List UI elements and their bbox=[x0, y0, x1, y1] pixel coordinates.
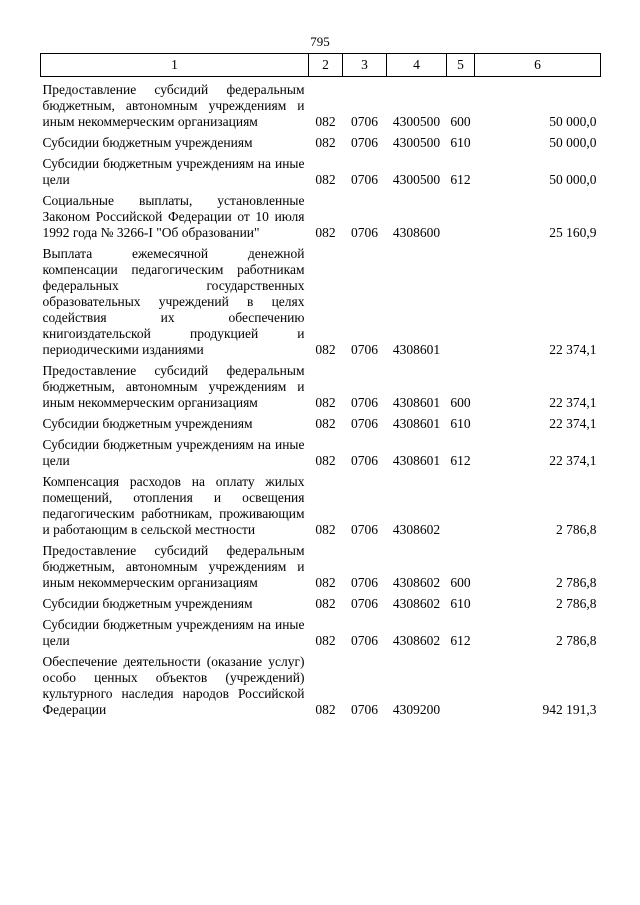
row-target-code: 4300500 bbox=[392, 135, 441, 150]
row-ministry-code: 082 bbox=[315, 633, 336, 648]
table-row bbox=[41, 437, 601, 469]
row-section-code: 0706 bbox=[351, 342, 378, 357]
table-body bbox=[41, 77, 601, 719]
column-header-3: 3 bbox=[343, 54, 387, 77]
row-expense-type bbox=[447, 246, 475, 358]
row-expense-type: 612 bbox=[450, 172, 471, 187]
table-row bbox=[41, 363, 601, 411]
row-target-code: 4308601 bbox=[392, 453, 441, 468]
row-ministry-code: 082 bbox=[315, 416, 336, 431]
page-number: 795 bbox=[310, 34, 330, 49]
table-row bbox=[41, 135, 601, 151]
row-section-code: 0706 bbox=[351, 395, 378, 410]
row-ministry-code: 082 bbox=[315, 225, 336, 240]
table-row bbox=[41, 82, 601, 130]
table-row bbox=[41, 654, 601, 718]
row-section-code: 0706 bbox=[351, 522, 378, 537]
row-target-code: 4308602 bbox=[392, 633, 441, 648]
table-row bbox=[41, 617, 601, 649]
row-section-code: 0706 bbox=[351, 225, 378, 240]
row-name: Социальные выплаты, установленные Законом Российской Федерации от 10 июля 1992 года № 3266-I "Об образовании" bbox=[42, 193, 305, 240]
row-target-code: 4308602 bbox=[392, 596, 441, 611]
row-section-code: 0706 bbox=[351, 453, 378, 468]
row-section-code: 0706 bbox=[351, 596, 378, 611]
column-header-1: 1 bbox=[41, 54, 309, 77]
row-name: Субсидии бюджетным учреждениям bbox=[42, 135, 253, 150]
row-expense-type: 610 bbox=[450, 416, 471, 431]
row-name: Предоставление субсидий федеральным бюджетным, автономным учреждениям и иным некоммерческим организациям bbox=[42, 82, 305, 129]
row-ministry-code: 082 bbox=[315, 575, 336, 590]
row-amount: 2 786,8 bbox=[556, 575, 597, 590]
table-row bbox=[41, 156, 601, 188]
row-name: Субсидии бюджетным учреждениям bbox=[42, 596, 253, 611]
row-name: Субсидии бюджетным учреждениям на иные цели bbox=[42, 617, 305, 648]
row-section-code: 0706 bbox=[351, 416, 378, 431]
row-ministry-code: 082 bbox=[315, 135, 336, 150]
row-section-code: 0706 bbox=[351, 135, 378, 150]
budget-table bbox=[40, 53, 601, 718]
row-ministry-code: 082 bbox=[315, 342, 336, 357]
row-section-code: 0706 bbox=[351, 702, 378, 717]
row-section-code: 0706 bbox=[351, 172, 378, 187]
row-amount: 2 786,8 bbox=[556, 633, 597, 648]
row-target-code: 4308602 bbox=[392, 522, 441, 537]
table-row bbox=[41, 246, 601, 358]
row-ministry-code: 082 bbox=[315, 596, 336, 611]
row-section-code: 0706 bbox=[351, 114, 378, 129]
row-ministry-code: 082 bbox=[315, 522, 336, 537]
table-row bbox=[41, 474, 601, 538]
row-section-code: 0706 bbox=[351, 633, 378, 648]
row-section-code: 0706 bbox=[351, 575, 378, 590]
row-amount: 2 786,8 bbox=[556, 522, 597, 537]
row-target-code: 4308601 bbox=[392, 342, 441, 357]
column-header-6: 6 bbox=[475, 54, 601, 77]
row-amount: 50 000,0 bbox=[549, 135, 597, 150]
row-ministry-code: 082 bbox=[315, 702, 336, 717]
row-amount: 50 000,0 bbox=[549, 172, 597, 187]
table-row bbox=[41, 596, 601, 612]
row-name: Выплата ежемесячной денежной компенсации педагогическим работникам федеральных государственных образовательных учреждений в целях содействия их обеспечению книгоиздательской продукцией и периодическими изданиями bbox=[42, 246, 305, 357]
row-name: Предоставление субсидий федеральным бюджетным, автономным учреждениям и иным некоммерческим организациям bbox=[42, 363, 305, 410]
row-name: Компенсация расходов на оплату жилых помещений, отопления и освещения педагогическим работникам, проживающим и работающим в сельской местности bbox=[42, 474, 305, 537]
row-amount: 22 374,1 bbox=[549, 416, 597, 431]
row-amount: 942 191,3 bbox=[542, 702, 597, 717]
row-expense-type: 600 bbox=[450, 114, 471, 129]
row-expense-type: 610 bbox=[450, 596, 471, 611]
row-ministry-code: 082 bbox=[315, 453, 336, 468]
row-name: Субсидии бюджетным учреждениям на иные цели bbox=[42, 156, 305, 187]
row-expense-type: 610 bbox=[450, 135, 471, 150]
row-target-code: 4300500 bbox=[392, 172, 441, 187]
row-expense-type: 612 bbox=[450, 453, 471, 468]
row-name: Субсидии бюджетным учреждениям bbox=[42, 416, 253, 431]
row-ministry-code: 082 bbox=[315, 395, 336, 410]
row-name: Предоставление субсидий федеральным бюджетным, автономным учреждениям и иным некоммерческим организациям bbox=[42, 543, 305, 590]
table-header-row bbox=[41, 54, 601, 77]
table-row bbox=[41, 543, 601, 591]
row-amount: 2 786,8 bbox=[556, 596, 597, 611]
row-target-code: 4308602 bbox=[392, 575, 441, 590]
row-expense-type bbox=[447, 193, 475, 241]
row-amount: 25 160,9 bbox=[549, 225, 597, 240]
row-name: Субсидии бюджетным учреждениям на иные цели bbox=[42, 437, 305, 468]
column-header-4: 4 bbox=[387, 54, 447, 77]
row-amount: 22 374,1 bbox=[549, 395, 597, 410]
row-expense-type bbox=[447, 474, 475, 538]
row-expense-type bbox=[447, 654, 475, 718]
row-expense-type: 612 bbox=[450, 633, 471, 648]
row-name: Обеспечение деятельности (оказание услуг) особо ценных объектов (учреждений) культурного наследия народов Российской Федерации bbox=[42, 654, 305, 717]
row-expense-type: 600 bbox=[450, 395, 471, 410]
column-header-2: 2 bbox=[309, 54, 343, 77]
table-row bbox=[41, 416, 601, 432]
row-target-code: 4309200 bbox=[392, 702, 441, 717]
row-ministry-code: 082 bbox=[315, 114, 336, 129]
table-row bbox=[41, 193, 601, 241]
row-target-code: 4308601 bbox=[392, 416, 441, 431]
row-amount: 50 000,0 bbox=[549, 114, 597, 129]
row-target-code: 4300500 bbox=[392, 114, 441, 129]
row-target-code: 4308600 bbox=[392, 225, 441, 240]
row-amount: 22 374,1 bbox=[549, 342, 597, 357]
row-ministry-code: 082 bbox=[315, 172, 336, 187]
row-target-code: 4308601 bbox=[392, 395, 441, 410]
row-expense-type: 600 bbox=[450, 575, 471, 590]
row-amount: 22 374,1 bbox=[549, 453, 597, 468]
column-header-5: 5 bbox=[447, 54, 475, 77]
